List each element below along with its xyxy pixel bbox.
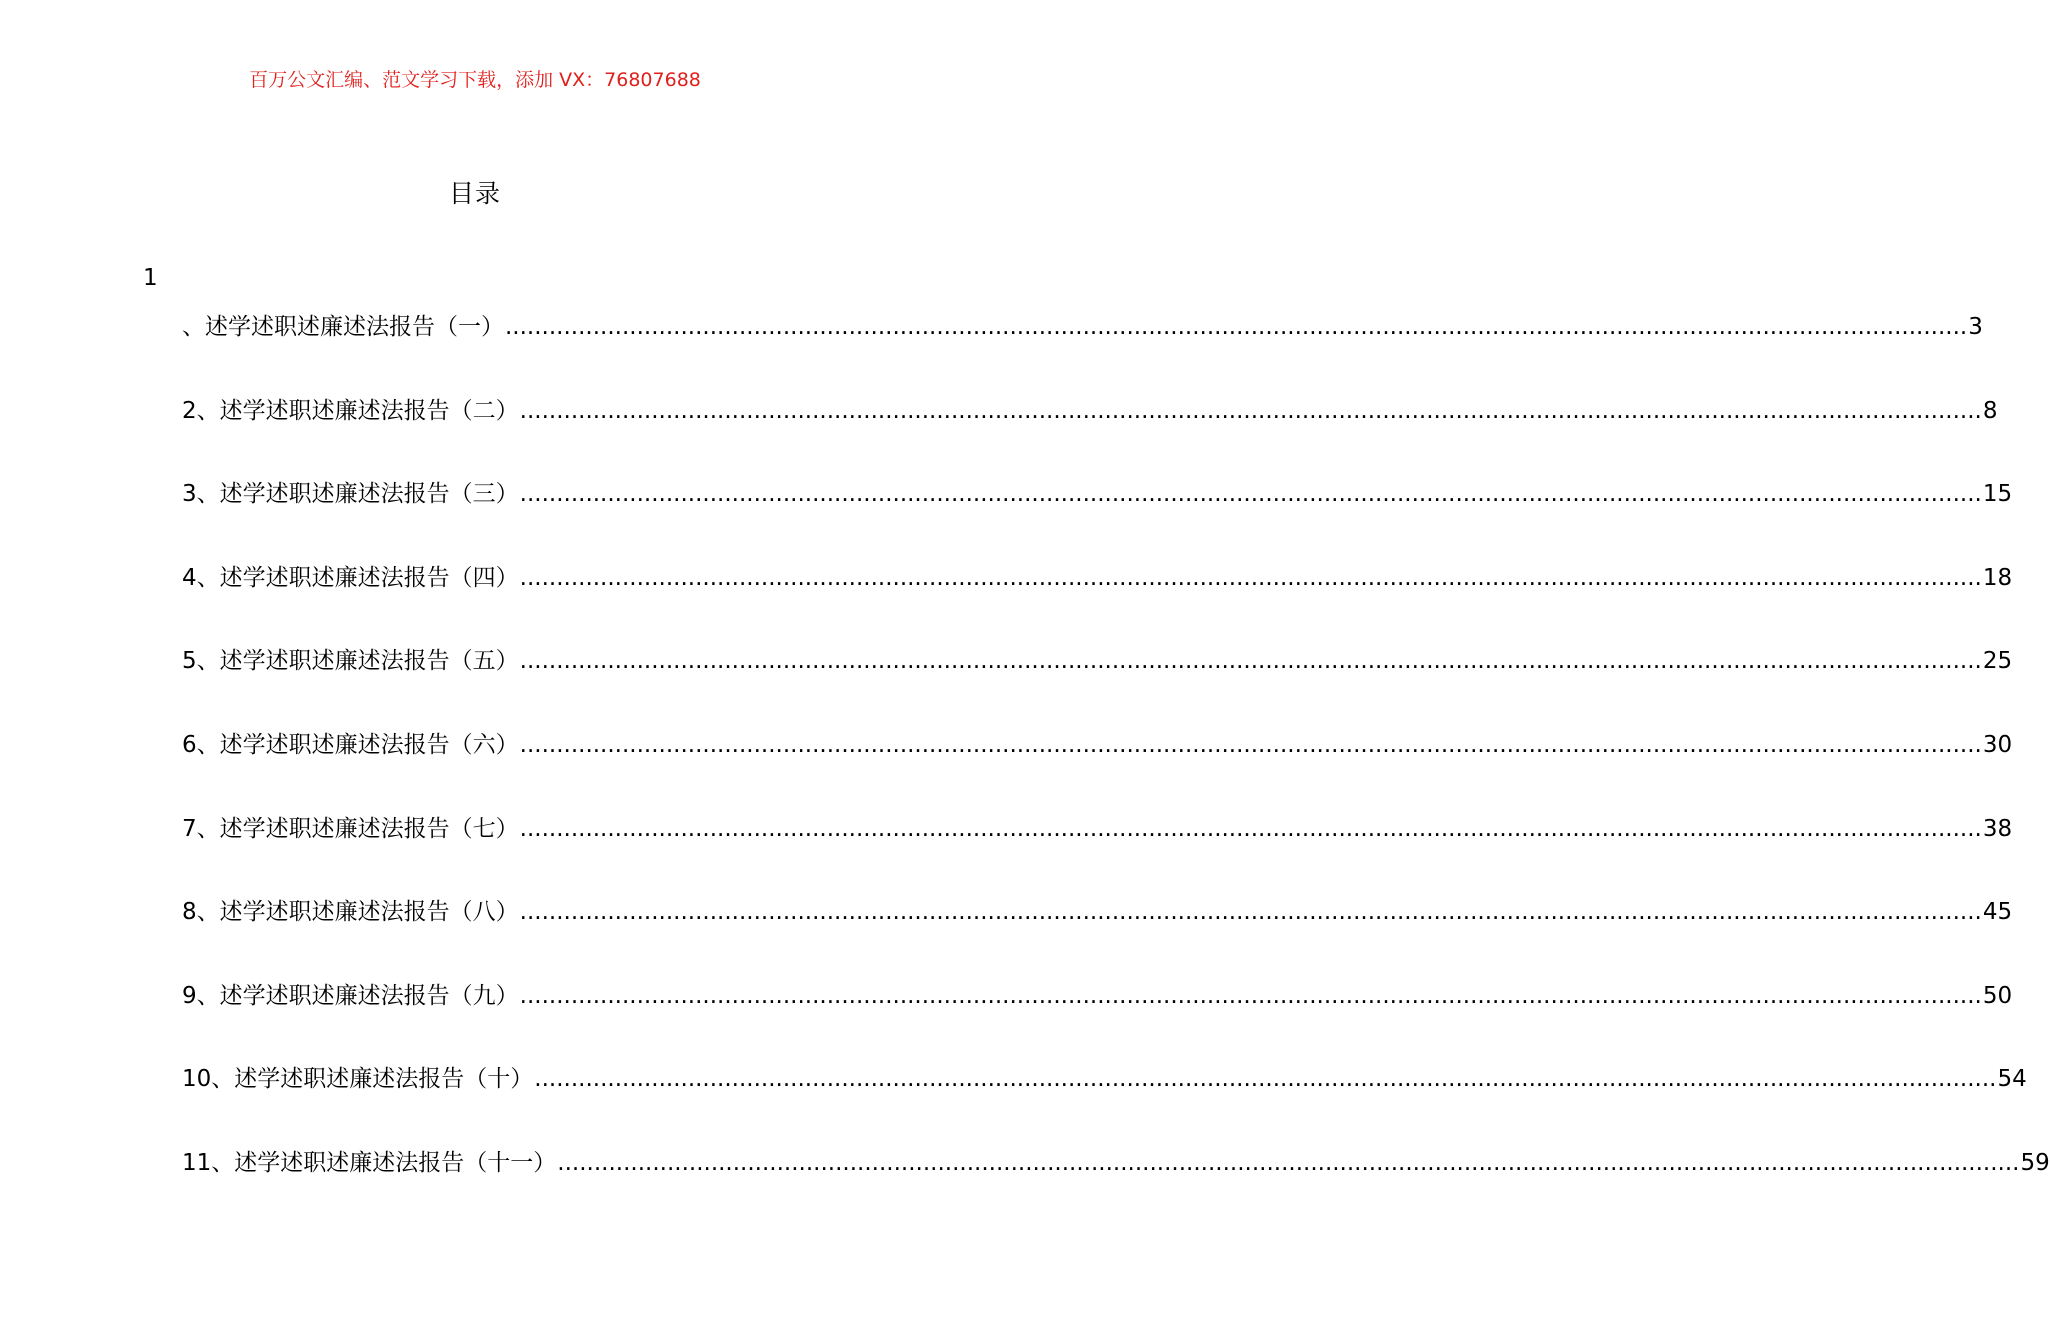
toc-entry-page: 3	[1968, 314, 1983, 340]
toc-entry-label: 11、述学述职述廉述法报告（十一）	[182, 1149, 557, 1176]
toc-leader-dots: ........................................................................................................................................................................................................	[519, 731, 1982, 758]
toc-entry-label: 10、述学述职述廉述法报告（十）	[182, 1066, 534, 1093]
toc-entry-page: 59	[2020, 1149, 2050, 1176]
toc-leader-dots: ........................................................................................................................................................................................................	[557, 1149, 2020, 1176]
toc-entry[interactable]	[182, 562, 2013, 646]
toc-leader-dots: ........................................................................................................................................................................................................	[534, 1066, 1997, 1093]
toc-entry[interactable]	[182, 729, 2013, 813]
toc-list	[182, 311, 2050, 1231]
toc-leader-dots: ........................................................................................................................................................................................................	[519, 564, 1982, 591]
toc-entry-label: 9、述学述职述廉述法报告（九）	[182, 982, 519, 1009]
toc-entry-page: 54	[1997, 1066, 2027, 1093]
toc-entry-page: 38	[1982, 815, 2013, 842]
toc-entry-label: 7、述学述职述廉述法报告（七）	[182, 815, 519, 842]
toc-leader-dots: ........................................................................................................................................................................................................	[519, 982, 1982, 1009]
toc-leader-dots: ........................................................................................................................................................................................................	[519, 815, 1982, 842]
header-note: 百万公文汇编、范文学习下载，添加 VX：76807688	[249, 69, 701, 91]
toc-entry-label: 、述学述职述廉述法报告（一）	[182, 314, 504, 340]
toc-entry[interactable]	[182, 395, 1998, 479]
toc-entry[interactable]	[182, 645, 2013, 729]
toc-title: 目录	[448, 179, 501, 208]
toc-entry-page: 50	[1982, 982, 2013, 1009]
toc-entry[interactable]	[182, 1063, 2027, 1147]
toc-entry-page: 25	[1982, 648, 2013, 675]
toc-entry-label: 3、述学述职述廉述法报告（三）	[182, 481, 519, 508]
toc-entry[interactable]	[182, 980, 2013, 1064]
toc-entry-label: 5、述学述职述廉述法报告（五）	[182, 648, 519, 675]
toc-entry-page: 8	[1982, 397, 1998, 424]
toc-entry-page: 45	[1982, 899, 2013, 926]
toc-entry[interactable]	[182, 1147, 2050, 1231]
toc-entry-page: 30	[1982, 731, 2013, 758]
toc-leader-dots: ........................................................................................................................................................................................................	[519, 397, 1982, 424]
toc-entry-page: 18	[1982, 564, 2013, 591]
toc-entry[interactable]	[182, 896, 2013, 980]
toc-entry-label: 2、述学述职述廉述法报告（二）	[182, 397, 519, 424]
toc-entry-page: 15	[1982, 481, 2013, 508]
toc-entry[interactable]	[182, 813, 2013, 897]
first-entry-number: 1	[143, 265, 158, 291]
toc-entry[interactable]	[182, 311, 1983, 395]
toc-entry[interactable]	[182, 478, 2013, 562]
toc-leader-dots: ........................................................................................................................................................................................................	[519, 481, 1982, 508]
toc-entry-label: 8、述学述职述廉述法报告（八）	[182, 899, 519, 926]
toc-leader-dots: ........................................................................................................................................................................................................	[519, 899, 1982, 926]
toc-entry-label: 4、述学述职述廉述法报告（四）	[182, 564, 519, 591]
toc-leader-dots: ........................................................................................................................................................................................................	[519, 648, 1982, 675]
toc-entry-label: 6、述学述职述廉述法报告（六）	[182, 731, 519, 758]
toc-leader-dots: ........................................................................................................................................................................................................	[505, 314, 1968, 340]
